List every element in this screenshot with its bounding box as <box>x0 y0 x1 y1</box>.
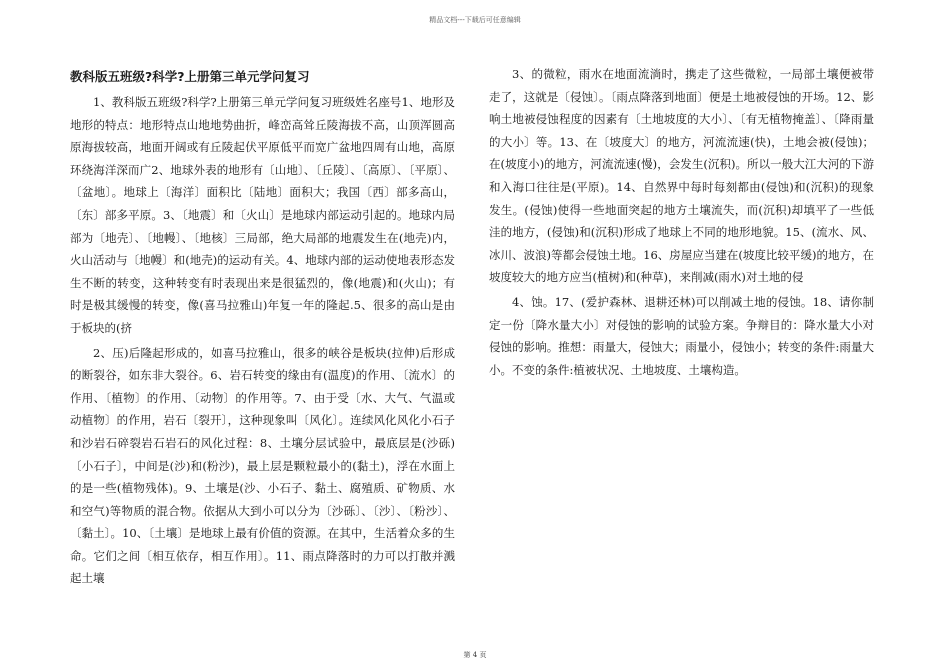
paragraph-3: 3、的微粒，雨水在地面流淌时，携走了这些微粒，一局部土壤便被带走了，这就是〔侵蚀〕。〔雨点降落到地面〕便是土地被侵蚀的开场。12、影响土地被侵蚀程度的因素有〔土地坡度的大小〕、〔有无植物掩盖〕、〔降雨量的大小〕等。13、在〔坡度大〕的地方，河流流速(快)，土地会被(侵蚀)；在(坡度小)的地方，河流流速(慢)，会发生(沉积)。所以一般大江大河的下游和入海口往往是(平原)。14、自然界中每时每刻都由(侵蚀)和(沉积)的现象发生。(侵蚀)使得一些地面突起的地方土壤流失，而(沉积)却填平了一些低洼的地方，(侵蚀)和(沉积)形成了地球上不同的地形地貌。15、(流水、风、冰川、波浪)等都会侵蚀土地。16、房屋应当建在(坡度比较平缓)的地方，在坡度较大的地方应当(植树)和(种草)，来削减(雨水)对土地的侵 <box>489 67 874 285</box>
right-column <box>489 63 874 383</box>
page-number: 第 4 页 <box>463 651 487 659</box>
left-column <box>70 66 455 592</box>
paragraph-1: 1、教科版五班级?科学?上册第三单元学问复习班级姓名座号1、地形及地形的特点：地形特点山地地势曲折，峰峦高耸丘陵海拔不高，山顶浑圆高原海拔较高，地面开阔或有丘陵起伏平原低平而宽广盆地四周有山地，高原环绕海洋深而广2、地球外表的地形有〔山地〕、〔丘陵〕、〔高原〕、〔平原〕、〔盆地〕。地球上〔海洋〕面积比〔陆地〕面积大；我国〔西〕部多高山，〔东〕部多平原。3、〔地震〕和〔火山〕是地球内部运动引起的。地球内局部为〔地壳〕、〔地幔〕、〔地核〕三局部，绝大局部的地震发生在(地壳)内，火山活动与〔地幔〕和(地壳)的运动有关。4、地球内部的运动使地表形态发生不断的转变，这种转变有时表现出来是很猛烈的，像(地震)和(火山)；有时是极其缓慢的转变，像(喜马拉雅山)年复一年的隆起.5、很多的高山是由于板块的(挤 <box>70 95 455 335</box>
paragraph-4: 4、蚀。17、(爱护森林、退耕还林)可以削减土地的侵蚀。18、请你制定一份〔降水量大小〕对侵蚀的影响的试验方案。争辩目的：降水量大小对侵蚀的影响。推想：雨量大，侵蚀大；雨量小，侵蚀小；转变的条件:雨量大小。不变的条件:植被状况、土地坡度、土壤构造。 <box>489 294 874 377</box>
document-title: 教科版五班级?科学?上册第三单元学问复习 <box>70 69 310 84</box>
page-header: 精品文档---下载后可任意编辑 <box>429 16 521 24</box>
paragraph-2: 2、压)后隆起形成的，如喜马拉雅山，很多的峡谷是板块(拉伸)后形成的断裂谷，如东非大裂谷。6、岩石转变的缘由有(温度)的作用、〔流水〕的作用、〔植物〕的作用、〔动物〕的作用等。7、由于受〔水、大气、气温或动植物〕的作用，岩石〔裂开〕，这种现象叫〔风化〕。连续风化风化小石子和沙岩石碎裂岩石岩石的风化过程：8、土壤分层试验中，最底层是(沙砾)〔小石子〕，中间是(沙)和(粉沙)，最上层是颗粒最小的(黏土)，浮在水面上的是一些(植物残体)。9、土壤是(沙、小石子、黏土、腐殖质、矿物质、水和空气)等物质的混合物。依据从大到小可以分为〔沙砾〕、〔沙〕、〔粉沙〕、〔黏土〕。10、〔土壤〕是地球上最有价值的资源。在其中，生活着众多的生命。它们之间〔相互依存，相互作用〕。11、雨点降落时的力可以打散并溅起土壤 <box>70 345 455 586</box>
